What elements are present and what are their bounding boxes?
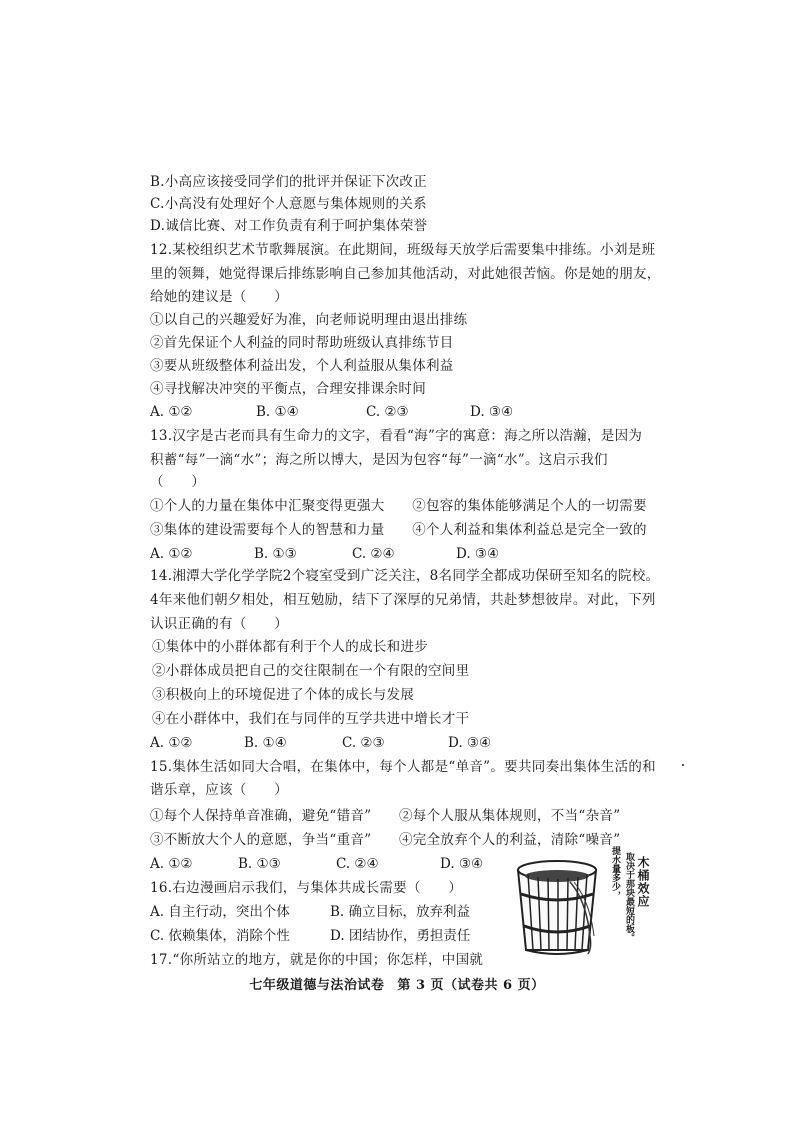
- q12-choice-d: D. ③④: [470, 404, 514, 420]
- q12-choice-b: B. ①④: [256, 404, 299, 420]
- q14-item-3: ③积极向上的环境促进了个体的成长与发展: [152, 687, 415, 703]
- q14-choice-b: B. ①④: [244, 735, 287, 751]
- q12-choice-c: C. ②③: [366, 404, 409, 420]
- q12-item-3: ③要从班级整体利益出发，个人利益服从集体利益: [150, 358, 454, 374]
- q14-choice-d: D. ③④: [448, 735, 492, 751]
- q13-stem-line-2: 积蓄“每”一滴“水”；海之所以博大，是因为包容“每”一滴“水”。这启示我们: [150, 452, 608, 468]
- q12-item-4: ④寻找解决冲突的平衡点，合理安排课余时间: [150, 381, 426, 397]
- q11-option-c: C.小高没有处理好个人意愿与集体规则的关系: [150, 196, 427, 212]
- q14-stem-line-1: 14.湘潭大学化学学院2个寝室受到广泛关注，8名同学全都成功保研至知名的院校。: [150, 568, 660, 584]
- scan-speck: [682, 764, 684, 766]
- wooden-bucket-icon: [508, 852, 618, 962]
- q12-stem-line-1: 12.某校组织艺术节歌舞展演。在此期间，班级每天放学后需要集中排练。小刘是班: [150, 242, 656, 258]
- q13-item-row-1: ①个人的力量在集体中汇聚变得更强大 ②包容的集体能够满足个人的一切需要: [150, 498, 647, 514]
- q14-choice-c: C. ②③: [342, 735, 385, 751]
- cartoon-title: 木桶效应: [636, 856, 650, 908]
- q12-stem-line-3: 给她的建议是（ ）: [150, 289, 288, 305]
- q13-stem-line-3: （ ）: [150, 474, 206, 490]
- q15-item-row-1: ①每个人保持单音准确，避免“错音” ②每个人服从集体规则，不当“杂音”: [150, 808, 621, 824]
- q17-stem: 17.“你所站立的地方，就是你的中国；你怎样，中国就: [150, 952, 484, 968]
- q12-stem-line-2: 里的领舞，她觉得课后排练影响自己参加其他活动，对此她很苦恼。你是她的朋友，: [150, 266, 661, 282]
- q15-choice-d: D. ③④: [440, 856, 484, 872]
- q12-choice-a: A. ①②: [150, 404, 193, 420]
- cartoon-caption-right: 取决于那块最短的板。: [624, 852, 634, 942]
- page-footer: [0, 974, 794, 993]
- q11-option-d: D.诚信比赛、对工作负责有利于呵护集体荣誉: [150, 218, 428, 234]
- q16-stem: 16.右边漫画启示我们，与集体共成长需要（ ）: [150, 880, 463, 896]
- q15-stem-line-1: 15.集体生活如同大合唱，在集体中，每个人都是“单音”。要共同奏出集体生活的和: [150, 759, 656, 775]
- q15-choice-b: B. ①③: [238, 856, 281, 872]
- q13-choice-d: D. ③④: [456, 546, 500, 562]
- q15-choice-a: A. ①②: [150, 856, 193, 872]
- cartoon-caption-left: 提水量多少，: [610, 846, 620, 900]
- q11-option-b: B.小高应该接受同学们的批评并保证下次改正: [150, 174, 428, 190]
- q13-item-row-2: ③集体的建设需要每个人的智慧和力量 ④个人利益和集体利益总是完全一致的: [150, 522, 647, 538]
- footer-subject: 七年级道德与法治试卷: [249, 978, 385, 993]
- q14-item-2: ②小群体成员把自己的交往限制在一个有限的空间里: [152, 663, 470, 679]
- q15-choice-c: C. ②④: [336, 856, 379, 872]
- q16-choice-b: B. 确立目标，放弃利益: [330, 904, 471, 920]
- q13-choice-a: A. ①②: [150, 546, 193, 562]
- q14-stem-line-3: 认识正确的有（ ）: [150, 616, 288, 632]
- footer-page-number: 第 3 页（试卷共 6 页）: [397, 978, 545, 993]
- q16-choice-c: C. 依赖集体，消除个性: [150, 928, 290, 944]
- q16-choice-a: A. 自主行动，突出个体: [150, 904, 290, 920]
- q15-item-row-2: ③不断放大个人的意愿，争当“重音” ④完全放弃个人的利益，清除“噪音”: [150, 832, 621, 848]
- q14-item-4: ④在小群体中，我们在与同伴的互学共进中增长才干: [152, 711, 470, 727]
- q16-choice-d: D. 团结协作，勇担责任: [330, 928, 471, 944]
- q14-stem-line-2: 4年来他们朝夕相处，相互勉励，结下了深厚的兄弟情，共赴梦想彼岸。对此，下列: [150, 592, 656, 608]
- q14-choice-a: A. ①②: [150, 735, 193, 751]
- q13-choice-c: C. ②④: [352, 546, 395, 562]
- q12-item-1: ①以自己的兴趣爱好为准，向老师说明理由退出排练: [150, 312, 468, 328]
- q14-item-1: ①集体中的小群体都有利于个人的成长和进步: [152, 639, 428, 655]
- q15-stem-line-2: 谐乐章，应该（ ）: [150, 782, 288, 798]
- q13-choice-b: B. ①③: [254, 546, 297, 562]
- q12-item-2: ②首先保证个人利益的同时帮助班级认真排练节目: [150, 335, 454, 351]
- q13-stem-line-1: 13.汉字是古老而具有生命力的文字，看看“海”字的寓意：海之所以浩瀚，是因为: [150, 428, 643, 444]
